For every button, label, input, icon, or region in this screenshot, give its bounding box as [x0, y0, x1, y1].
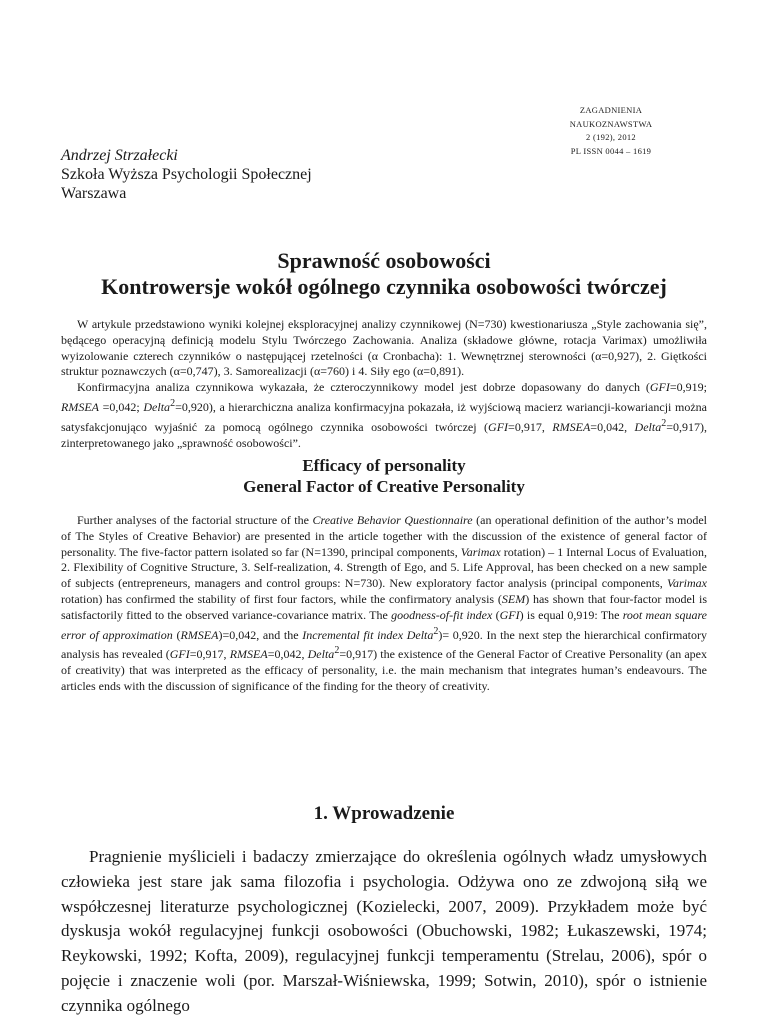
text-run: =0,042, [267, 647, 308, 662]
term-gfi-full: goodness-of-fit index [391, 607, 493, 622]
article-title-line1: Sprawność osobowości [277, 248, 491, 273]
term-sem: SEM [501, 591, 526, 606]
text-run: )=0,042, and the [218, 627, 303, 642]
superscript: 2 [433, 625, 439, 637]
term-rmsea: RMSEA [552, 419, 591, 434]
text-run: ) is equal 0,919: The [519, 607, 623, 622]
abstract-english-paragraph [61, 513, 707, 695]
term-gfi: GFI [499, 607, 520, 622]
article-title [40, 248, 728, 300]
text-run: =0,917, [189, 647, 230, 662]
text-run: =0,042; [99, 399, 144, 414]
term-gfi: GFI [488, 419, 509, 434]
term-delta: Delta [634, 419, 662, 434]
author-affiliation: Szkoła Wyższa Psychologii Społecznej [61, 166, 312, 183]
superscript: 2 [170, 397, 176, 409]
term-rmsea: RMSEA [61, 399, 99, 414]
body-paragraph: Pragnienie myślicieli i badaczy zmierzające do określenia ogólnych władz umysłowych człowieka jest stare jak sama filozofia i psychologia. Odżywa ono ze zdwojoną siłą we współczesnej literaturze psychologicznej (Kozielecki, 2007, 2009). Przykładem może być dyskusja wokół regulacyjnej funkcji osobowości (Obuchowski, 1982; Łukaszewski, 1974; Reykowski, 1992; Kofta, 2009), regulacyjnej funkcji temperamentu (Strelau, 2006), spór o pojęcie i znaczenie woli (por. Marszał-Wiśniewska, 1999; Sotwin, 2010), spór o istnienie czynnika ogólnego [61, 847, 707, 1015]
superscript: 2 [661, 417, 667, 429]
term-questionnaire: Creative Behavior Questionnaire [312, 513, 473, 527]
term-varimax: Varimax [460, 544, 501, 559]
abstract-english [61, 513, 707, 695]
text-run: Further analyses of the factorial structure of the [77, 513, 313, 527]
text-run: )= 0,920. In the next step the hierarchical confirmatory analysis has revealed ( [61, 627, 708, 662]
abstract-polish-paragraph-1: W artykule przedstawiono wyniki kolejnej eksploracyjnej analizy czynnikowej (N=730) kwestionariusza „Style zachowania się”, będącego operacyjną definicją modelu Stylu Twórczego Zachowania. Analiza (składowe główne, rotacja Varimax) umożliwiła wyizolowanie czterech czynników o następującej rzetelności (α Cronbacha): 1. Wewnętrznej sterowności (α=0,927), 2. Giętkości struktur poznawczych (α=0,747), 3. Samorealizacji (α=760) i 4. Siły ego (α=0,891). [61, 317, 707, 379]
term-delta: Delta [307, 647, 335, 662]
abstract-polish-paragraph-2 [61, 380, 707, 451]
text-run: (an operational definition of the author’s model of The Styles of Creative Behavior) are presented in the article together with the discussion of the existence of general factor of personality. The five-factor pattern isolated so far (N=1390, principal components, [61, 513, 708, 559]
text-run: ) has shown that four-factor model is satisfactorily fitted to the observed variance-covariance matrix. The [61, 591, 707, 622]
author-city: Warszawa [61, 185, 127, 202]
term-rmsea: RMSEA [229, 647, 268, 662]
text-run: Konfirmacyjna analiza czynnikowa wykazała, że czteroczynnikowy model jest dobrze dopasowany do danych ( [77, 380, 650, 395]
english-title-line1: Efficacy of personality [302, 456, 466, 475]
journal-name-line2: NAUKOZNAWSTWA [569, 118, 653, 129]
body-text [61, 845, 707, 1019]
text-run: =0,917) the existence of the General Factor of Creative Personality (an apex of creativity) that was interpreted as the efficacy of personality, i.e. the main mechanism that integrates human’s endeavours. The articles ends with the discussion of significance of the finding for the theory of creativity. [61, 647, 707, 693]
text-run: =0,920), a hierarchiczna analiza konfirmacyjna pokazała, iż wyjściową macierz wariancji-kowariancji można satysfakcjonująco wyjaśnić za pomocą ogólnego czynnika osobowości twórczej ( [61, 399, 707, 434]
journal-issue: 2 (192), 2012 [586, 132, 636, 142]
english-title-line2: General Factor of Creative Personality [243, 477, 525, 496]
term-gfi: GFI [649, 380, 670, 395]
text-run: =0,919; [669, 380, 707, 395]
text-run: =0,917, [508, 419, 553, 434]
journal-info [546, 104, 676, 158]
text-run: rotation) has confirmed the stability of first four factors, while the confirmatory analysis ( [61, 591, 502, 606]
term-rmsea-full: root mean square error of approximation [61, 607, 708, 642]
term-delta: Delta [143, 399, 171, 414]
superscript: 2 [334, 645, 340, 657]
text-run: =0,042, [590, 419, 635, 434]
journal-name-line1: ZAGADNIENIA [579, 105, 643, 115]
text-run: =0,917), zinterpretowanego jako „sprawność osobowości”. [61, 419, 707, 450]
text-run: ( [172, 627, 181, 642]
article-title-line2: Kontrowersje wokół ogólnego czynnika osobowości twórczej [101, 274, 667, 299]
term-gfi: GFI [169, 647, 190, 662]
section-heading: 1. Wprowadzenie [313, 803, 455, 824]
text-run: rotation) – 1 Internal Locus of Evaluation, 2. Flexibility of Cognitive Structure, 3. Self-realization, 4. Strength of Ego, and 5. Life Approval, has been checked on a new sample of subjects (entrepreneurs, managers and control groups: N=730). New exploratory factor analysis (principal components, [61, 544, 707, 591]
author-name: Andrzej Strzałecki [61, 147, 178, 164]
text-run: ( [492, 607, 500, 622]
english-title [40, 455, 728, 497]
abstract-polish [61, 317, 707, 451]
term-delta-full: Incremental fit index Delta [302, 627, 434, 642]
term-rmsea: RMSEA [180, 627, 219, 642]
author-block [61, 146, 312, 203]
journal-issn: PL ISSN 0044 – 1619 [570, 145, 652, 156]
term-varimax: Varimax [667, 576, 707, 591]
